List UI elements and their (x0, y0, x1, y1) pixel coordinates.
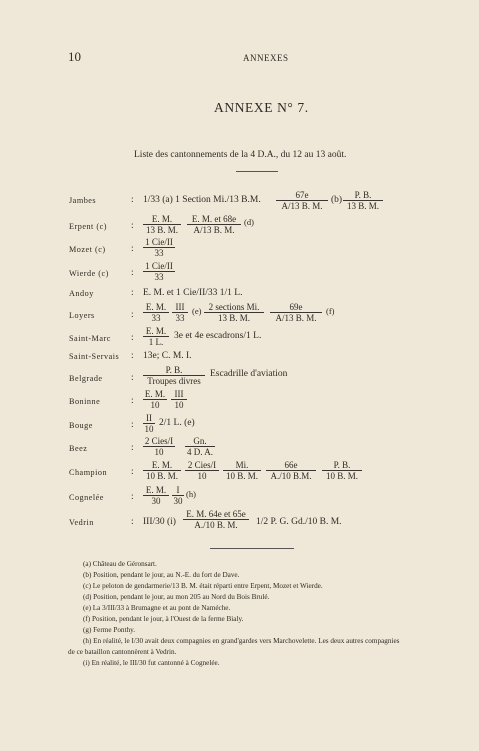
colon: : (131, 420, 134, 430)
entry-text: 1/33 (a) 1 Section Mi./13 B.M. (143, 195, 261, 205)
entry-text: 1/2 P. G. Gd./10 B. M. (256, 517, 342, 527)
fraction: $\frac{E. M. et 68e}{A/13 B. M.}$ (187, 214, 241, 235)
fraction: $\frac{\text{2 sections Mi.}}{13 B. M.}$ (204, 302, 264, 323)
colon: : (131, 195, 134, 205)
footnote-ref: (f) (326, 306, 335, 316)
place-name: Beez (69, 444, 88, 453)
footnote: (b) Position, pendant le jour, au N.-E. du fort de Dave. (83, 571, 240, 579)
place-name: Andoy (69, 289, 94, 298)
colon: : (131, 288, 134, 298)
footnote: (g) Ferme Ponthy. (83, 626, 136, 634)
colon: : (131, 373, 134, 383)
place-name: Boninne (69, 397, 101, 406)
footnote: (i) En réalité, le III/30 fut cantonné à Cognelée. (83, 659, 220, 667)
fraction: $\frac{E. M.}{10}$ (144, 389, 166, 410)
footnote: (d) Position, pendant le jour, au mon 205 au Nord du Bois Brulé. (83, 593, 270, 601)
entry-text: E. M. et 1 Cie/II/33 1/1 L. (143, 288, 243, 298)
footnote-ref: (e) (192, 306, 202, 316)
place-name: Loyers (69, 311, 95, 320)
entry-text: 3e et 4e escadrons/1 L. (174, 331, 262, 341)
footnote: (e) La 3/III/33 à Brumagne et au pont de Naméche. (83, 604, 231, 612)
fraction: $\frac{\text{1 Cie/II}}{33}$ (143, 261, 175, 282)
fraction: $\frac{69e}{A/13 B. M.}$ (270, 302, 322, 323)
fraction: $\frac{\text{E. M. 64e et 65e}}{A./10 B. M.}$ (183, 509, 249, 530)
footnote: (c) Le peloton de gendarmerie/13 B. M. était réparti entre Erpent, Mozet et Wierde. (83, 582, 323, 590)
place-name: Saint-Marc (69, 334, 111, 343)
fraction: $\frac{E. M.}{33}$ (143, 302, 169, 323)
footnote: (f) Position, pendant le jour, à l'Ouest de la ferme Bialy. (83, 615, 244, 623)
place-name: Saint-Servais (69, 352, 120, 361)
colon: : (131, 221, 134, 231)
colon: : (131, 333, 134, 343)
fraction: $\frac{P. B.}{\text{Troupes divres}}$ (143, 365, 205, 386)
colon: : (131, 310, 134, 320)
fraction: $\frac{\text{1 Cie/II}}{33}$ (143, 237, 175, 258)
fraction: $\frac{E. M.}{1 L.}$ (143, 326, 169, 347)
place-name: Cognelée (69, 493, 104, 502)
fraction: $\frac{66e}{A./10 B.M.}$ (266, 460, 316, 481)
fraction: $\frac{67e}{A/13 B. M.}$ (276, 190, 328, 211)
place-name: Jambes (69, 196, 97, 205)
place-name: Mozet (c) (69, 245, 106, 254)
footnote-ref: (b) (331, 195, 343, 205)
place-name: Erpent (c) (69, 222, 107, 231)
place-name: Wierde (c) (69, 269, 109, 278)
colon: : (131, 268, 134, 278)
place-name: Vedrin (69, 518, 94, 527)
fraction: $\frac{II}{10}$ (144, 413, 154, 434)
fraction: $\frac{P. B.}{13 B. M.}$ (343, 190, 383, 211)
entry-text: III/30 (i) (143, 517, 176, 527)
fraction: $\frac{\text{2 Cies/I}}{10}$ (144, 436, 174, 457)
entry-text: 13e; C. M. I. (143, 351, 192, 361)
entry-text: 2/1 L. (e) (159, 418, 195, 428)
footnote-ref: (h) (186, 489, 196, 499)
footnote: de ce bataillon cantonnèrent à Vedrin. (68, 648, 177, 656)
colon: : (131, 396, 134, 406)
footnote: (h) En réalité, le I/30 avait deux compagnies en grand'gardes vers Marchovelette. Les deux autres compagnies (83, 637, 400, 645)
fraction: $\frac{E. M.}{10 B. M.}$ (143, 460, 181, 481)
place-name: Belgrade (69, 374, 103, 383)
annex-subtitle: Liste des cantonnements de la 4 D.A., du 12 au 13 août. (134, 150, 347, 160)
fraction: $\frac{Mi.}{10 B. M.}$ (223, 460, 261, 481)
fraction: $\frac{P. B.}{10 B. M.}$ (322, 460, 362, 481)
annex-title: ANNEXE N° 7. (214, 100, 309, 115)
fraction: $\frac{E. M.}{13 B. M.}$ (143, 214, 181, 235)
running-head: ANNEXES (243, 53, 289, 63)
fraction: $\frac{\text{2 Cies/I}}{10}$ (185, 460, 219, 481)
entry-text: Escadrille d'aviation (210, 369, 288, 379)
place-name: Bouge (69, 421, 93, 430)
fraction: $\frac{E. M.}{30}$ (143, 485, 169, 506)
colon: : (131, 467, 134, 477)
place-name: Champion (69, 468, 108, 477)
fraction: $\frac{I}{30}$ (173, 485, 183, 506)
colon: : (131, 517, 134, 527)
title-divider (236, 171, 278, 172)
notes-divider (210, 548, 294, 549)
colon: : (131, 492, 134, 502)
colon: : (131, 244, 134, 254)
fraction: $\frac{\text{III}}{10}$ (171, 389, 187, 410)
footnote-ref: (d) (244, 217, 254, 227)
page-number: 10 (68, 49, 81, 64)
footnote: (a) Château de Géronsart. (83, 560, 157, 568)
fraction: $\frac{\text{III}}{33}$ (172, 302, 188, 323)
fraction: $\frac{Gn.}{4 D. A.}$ (186, 436, 213, 457)
colon: : (131, 351, 134, 361)
colon: : (131, 443, 134, 453)
